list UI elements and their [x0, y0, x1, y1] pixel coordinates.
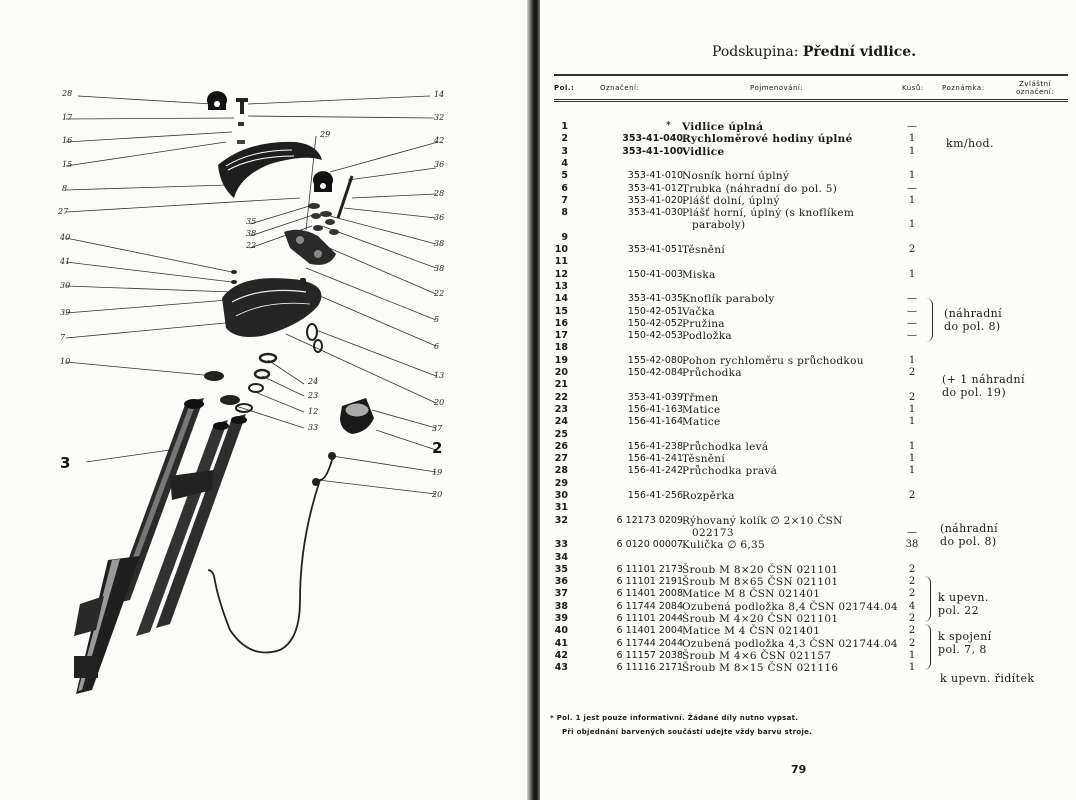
callout-label: 12 — [308, 407, 319, 416]
row-pos: 42 — [554, 649, 568, 661]
row-name: Vačka — [682, 305, 715, 318]
table-row — [540, 219, 1076, 231]
row-qty: 1 — [908, 649, 916, 661]
row-name: Trubka (náhradní do pol. 5) — [682, 182, 838, 195]
table-row — [540, 355, 1076, 367]
row-qty: — — [907, 526, 917, 538]
table-row — [540, 588, 1076, 600]
row-name: paraboly) — [692, 219, 746, 232]
row-name: 022173 — [692, 526, 734, 539]
callout-label: 3 — [60, 454, 71, 472]
fork-legs — [74, 398, 247, 694]
row-code: 150-42-052 — [627, 317, 683, 329]
row-name: Třmen — [682, 391, 719, 404]
row-code: 155-42-080 — [627, 354, 683, 366]
header-note: Poznámka: — [942, 84, 985, 92]
headlamp-shell — [218, 142, 322, 198]
callout-label: 38 — [246, 229, 257, 238]
table-row — [540, 552, 1076, 564]
callout-label: 24 — [308, 377, 319, 386]
row-qty: 4 — [908, 600, 916, 612]
row-pos: 38 — [554, 600, 568, 612]
callout-label: 28 — [62, 89, 73, 98]
row-code: 353-41-039 — [627, 391, 683, 403]
row-pos: 10 — [554, 244, 568, 255]
callout-label: 40 — [60, 233, 71, 242]
row-pos: 6 — [561, 182, 568, 194]
table-row — [540, 502, 1076, 514]
row-name: Průchodka pravá — [682, 465, 778, 478]
callout-label: 17 — [62, 113, 73, 122]
right-page — [540, 0, 1076, 800]
callout-label: 36 — [434, 213, 445, 222]
callout-label: 22 — [246, 241, 257, 250]
row-pos: 27 — [554, 453, 568, 465]
table-row — [540, 638, 1076, 650]
row-code: 6 11744 2084 — [616, 600, 683, 612]
row-pos: 13 — [554, 280, 568, 292]
row-qty: 1 — [908, 194, 916, 206]
row-pos: 40 — [554, 625, 568, 637]
table-row — [540, 404, 1076, 416]
row-pos: 19 — [554, 354, 568, 366]
row-qty: 1 — [908, 453, 916, 465]
callout-label: 38 — [434, 239, 445, 248]
row-pos: 5 — [561, 170, 568, 182]
callout-label: 6 — [434, 342, 440, 351]
callout-label: 33 — [308, 423, 319, 432]
table-row — [540, 158, 1076, 170]
callout-label: 14 — [434, 90, 445, 99]
row-pos: 30 — [554, 490, 568, 501]
page-title — [712, 44, 916, 60]
row-pos: 36 — [554, 576, 568, 588]
header-name: Pojmenování: — [750, 84, 804, 92]
row-qty: 1 — [908, 268, 916, 280]
table-row — [540, 613, 1076, 625]
table-row — [540, 146, 1076, 158]
note-5b: pol. 22 — [938, 604, 979, 617]
callout-label: 42 — [434, 136, 445, 145]
table-row — [540, 170, 1076, 182]
header-rule-top-2 — [554, 75, 1068, 76]
row-qty: 2 — [908, 576, 916, 588]
row-qty: — — [907, 182, 917, 194]
row-qty: — — [907, 317, 917, 329]
header-special-2: označení: — [1016, 88, 1055, 96]
row-pos: 20 — [554, 367, 568, 378]
header-qty: Kusů: — [902, 84, 924, 92]
table-row — [540, 564, 1076, 576]
row-name: Pohon rychloměru s průchodkou — [682, 354, 864, 367]
row-pos: 32 — [554, 514, 568, 526]
header-rule-bottom — [554, 99, 1068, 100]
note-6a: k spojení — [938, 630, 992, 643]
row-name: Matice M 8 ČSN 021401 — [682, 588, 821, 601]
table-row — [540, 183, 1076, 195]
callout-label: 39 — [60, 308, 71, 317]
row-qty: 1 — [908, 465, 916, 477]
table-row — [540, 269, 1076, 281]
row-name: Šroub M 8×65 ČSN 021101 — [682, 576, 839, 589]
row-pos: 8 — [561, 207, 568, 219]
row-code: 156-41-242 — [627, 465, 683, 477]
row-code: 6 11101 2044 — [616, 613, 683, 624]
row-name: Pružina — [682, 317, 725, 330]
row-qty: 1 — [908, 440, 916, 452]
header-code: Označení: — [600, 84, 640, 92]
row-code: 150-41-003 — [627, 268, 683, 280]
row-name: Podložka — [682, 330, 732, 343]
row-qty: 2 — [908, 244, 916, 255]
row-name: Plášť dolní, úplný — [682, 194, 780, 207]
row-qty: 1 — [908, 170, 916, 182]
row-pos: 24 — [554, 416, 568, 428]
table-row — [540, 625, 1076, 637]
row-pos: 18 — [554, 342, 568, 354]
callout-label: 19 — [432, 468, 443, 477]
row-code: 156-41-241 — [627, 453, 683, 465]
row-code: 6 11116 2171 — [616, 662, 683, 674]
header-special — [1016, 80, 1054, 96]
row-pos: 2 — [561, 133, 568, 145]
row-qty: 2 — [908, 588, 916, 600]
footnote-1: * Pol. 1 jest pouze informativní. Žádané díly nutno vypsat. — [550, 714, 799, 722]
row-name: Kulička ∅ 6,35 — [682, 539, 765, 552]
row-pos: 23 — [554, 403, 568, 415]
row-code: 6 12173 0209 — [616, 514, 683, 526]
page-number: 79 — [791, 763, 807, 776]
brace-39-42 — [924, 624, 931, 670]
row-pos: 14 — [554, 293, 568, 305]
row-code: 6 0120 00007 — [616, 539, 683, 551]
table-row — [540, 293, 1076, 305]
row-qty: 2 — [908, 637, 916, 649]
row-code: 353-41-051 — [627, 244, 683, 255]
row-name: Šroub M 4×20 ČSN 021101 — [682, 613, 839, 625]
row-code: 156-41-238 — [627, 440, 683, 452]
note-5a: k upevn. — [938, 591, 989, 604]
row-code: 150-42-053 — [627, 330, 683, 342]
row-name: Šroub M 8×20 ČSN 021101 — [682, 563, 839, 576]
row-pos: 3 — [561, 145, 568, 157]
callout-label: 36 — [434, 160, 445, 169]
note-4a: (náhradní — [940, 522, 999, 535]
table-row — [540, 576, 1076, 588]
row-pos: 41 — [554, 637, 568, 649]
row-name: Matice — [682, 416, 721, 429]
row-name: Rýhovaný kolík ∅ 2×10 ČSN — [682, 514, 843, 527]
row-name: Matice M 4 ČSN 021401 — [682, 625, 821, 638]
top-bridge — [284, 203, 339, 265]
left-page — [0, 0, 530, 800]
row-pos: 12 — [554, 268, 568, 280]
callout-label: 23 — [308, 391, 319, 400]
row-qty: 1 — [908, 662, 916, 674]
table-row — [540, 650, 1076, 662]
callout-label: 10 — [60, 357, 71, 366]
row-qty: 1 — [908, 403, 916, 415]
row-code: 6 11744 2044 — [616, 637, 683, 649]
callout-label: 22 — [434, 289, 445, 298]
row-qty: 1 — [908, 145, 916, 157]
row-code: 6 11401 2004 — [616, 625, 683, 637]
row-qty: 2 — [908, 367, 916, 378]
row-code: 6 11157 2038 — [616, 649, 683, 661]
row-code: 156-41-163 — [627, 403, 683, 415]
table-row — [540, 429, 1076, 441]
row-name: Knoflík paraboly — [682, 293, 775, 306]
note-2b: do pol. 8) — [944, 320, 1001, 333]
row-pos: 34 — [554, 551, 568, 563]
row-qty: — — [907, 121, 917, 132]
row-name: Těsnění — [682, 244, 725, 256]
note-km-hod: km/hod. — [946, 137, 994, 150]
callout-label: 38 — [434, 264, 445, 273]
callout-label: 2 — [432, 439, 443, 457]
row-pos: 16 — [554, 317, 568, 329]
row-code: 6 11101 2173 — [616, 563, 683, 575]
row-pos: 21 — [554, 379, 568, 391]
table-row — [540, 133, 1076, 145]
row-name: Matice — [682, 403, 721, 416]
callout-label: 15 — [62, 160, 73, 169]
row-qty: 2 — [908, 490, 916, 501]
star-marker: * — [666, 121, 671, 131]
callout-label: 32 — [434, 113, 445, 122]
callout-label: 28 — [434, 189, 445, 198]
row-pos: 29 — [554, 477, 568, 489]
row-qty: 1 — [908, 219, 916, 231]
callout-label: 20 — [434, 398, 445, 407]
row-name: Šroub M 4×6 ČSN 021157 — [682, 649, 832, 662]
table-row — [540, 490, 1076, 502]
table-row — [540, 453, 1076, 465]
row-pos: 11 — [554, 256, 568, 268]
table-row — [540, 478, 1076, 490]
table-row — [540, 601, 1076, 613]
note-6b: pol. 7, 8 — [938, 643, 987, 656]
table-row — [540, 465, 1076, 477]
row-code: 353-41-100 — [622, 145, 683, 157]
row-qty: 2 — [908, 625, 916, 637]
callout-label: 27 — [58, 207, 69, 216]
brace-35-38 — [924, 576, 931, 622]
row-name: Plášť horní, úplný (s knoflíkem — [682, 207, 855, 220]
note-7: k upevn. řidítek — [940, 672, 1035, 685]
brace-14-17 — [926, 298, 933, 342]
title-main: Přední vidlice. — [802, 44, 917, 60]
row-name: Miska — [682, 268, 716, 281]
row-pos: 1 — [561, 121, 568, 132]
note-2a: (náhradní — [944, 307, 1003, 320]
row-pos: 25 — [554, 428, 568, 440]
row-code: 353-41-012 — [627, 182, 683, 194]
header-rule-bottom-2 — [554, 101, 1068, 102]
table-row — [540, 232, 1076, 244]
exploded-fork-diagram — [0, 0, 530, 800]
row-pos: 7 — [561, 194, 568, 206]
row-code: 6 11101 2191 — [616, 576, 683, 588]
row-pos: 31 — [554, 502, 568, 514]
row-qty: 38 — [905, 539, 919, 551]
row-qty: 1 — [908, 416, 916, 428]
row-pos: 35 — [554, 563, 568, 575]
table-row — [540, 121, 1076, 133]
note-3a: (+ 1 náhradní — [942, 373, 1025, 386]
headlamp-lower — [222, 278, 321, 337]
table-row — [540, 207, 1076, 219]
callout-label: 35 — [246, 217, 257, 226]
row-name: Vidlice úplná — [682, 121, 764, 133]
row-pos: 28 — [554, 465, 568, 477]
row-pos: 17 — [554, 330, 568, 342]
row-name: Ozubená podložka 8,4 ČSN 021744.04 — [682, 600, 898, 613]
row-code: 353-41-030 — [627, 207, 683, 219]
callout-label: 30 — [60, 281, 71, 290]
row-pos: 26 — [554, 440, 568, 452]
table-row — [540, 416, 1076, 428]
callout-label: 41 — [60, 257, 71, 266]
row-qty: 2 — [908, 613, 916, 624]
row-qty: 1 — [908, 354, 916, 366]
row-qty: 2 — [908, 563, 916, 575]
table-row — [540, 256, 1076, 268]
row-name: Rychloměrové hodiny úplné — [682, 133, 853, 146]
row-name: Ozubená podložka 4,3 ČSN 021744.04 — [682, 637, 898, 650]
row-name: Těsnění — [682, 453, 725, 466]
row-pos: 4 — [561, 157, 568, 169]
callout-label: 37 — [432, 424, 443, 433]
row-name: Šroub M 8×15 ČSN 021116 — [682, 662, 839, 675]
row-code: 156-41-164 — [627, 416, 683, 428]
row-code: 150-42-051 — [627, 305, 683, 317]
note-4b: do pol. 8) — [940, 535, 997, 548]
row-pos: 22 — [554, 391, 568, 403]
row-code: 150-42-084 — [627, 367, 683, 378]
table-row — [540, 195, 1076, 207]
header-pos: Pol.: — [554, 84, 575, 92]
row-pos: 9 — [561, 231, 568, 243]
callout-label: 5 — [434, 315, 440, 324]
row-name: Rozpěrka — [682, 490, 735, 502]
callout-label: 8 — [62, 184, 68, 193]
table-row — [540, 244, 1076, 256]
row-code: 353-41-010 — [627, 170, 683, 182]
row-code: 353-41-020 — [627, 194, 683, 206]
row-qty: — — [907, 330, 917, 342]
table-row — [540, 441, 1076, 453]
callout-label: 13 — [434, 371, 445, 380]
row-code: 6 11401 2008 — [616, 588, 683, 600]
row-pos: 39 — [554, 613, 568, 624]
callout-label: 29 — [320, 130, 331, 139]
row-pos: 33 — [554, 539, 568, 551]
row-pos: 37 — [554, 588, 568, 600]
callout-label: 7 — [60, 333, 66, 342]
table-row — [540, 342, 1076, 354]
callout-label: 16 — [62, 136, 73, 145]
header-special-1: Zvláštní — [1019, 80, 1052, 88]
callout-label: 20 — [432, 490, 443, 499]
row-qty: 2 — [908, 391, 916, 403]
table-row — [540, 281, 1076, 293]
row-pos: 43 — [554, 662, 568, 674]
row-qty: 1 — [908, 133, 916, 145]
row-name: Průchodka — [682, 367, 742, 379]
row-name: Nosník horní úplný — [682, 170, 790, 183]
row-name: Vidlice — [682, 145, 725, 158]
row-pos: 15 — [554, 305, 568, 317]
title-prefix: Podskupina: — [712, 44, 799, 60]
row-qty: — — [907, 305, 917, 317]
footnote-2: Při objednání barvených součástí udejte vždy barvu stroje. — [562, 728, 813, 736]
row-code: 353-41-035 — [627, 293, 683, 305]
note-3b: do pol. 19) — [942, 386, 1007, 399]
row-code: 156-41-256 — [627, 490, 683, 501]
row-code: 353-41-040 — [622, 133, 683, 145]
row-name: Průchodka levá — [682, 440, 769, 453]
row-qty: — — [907, 293, 917, 305]
